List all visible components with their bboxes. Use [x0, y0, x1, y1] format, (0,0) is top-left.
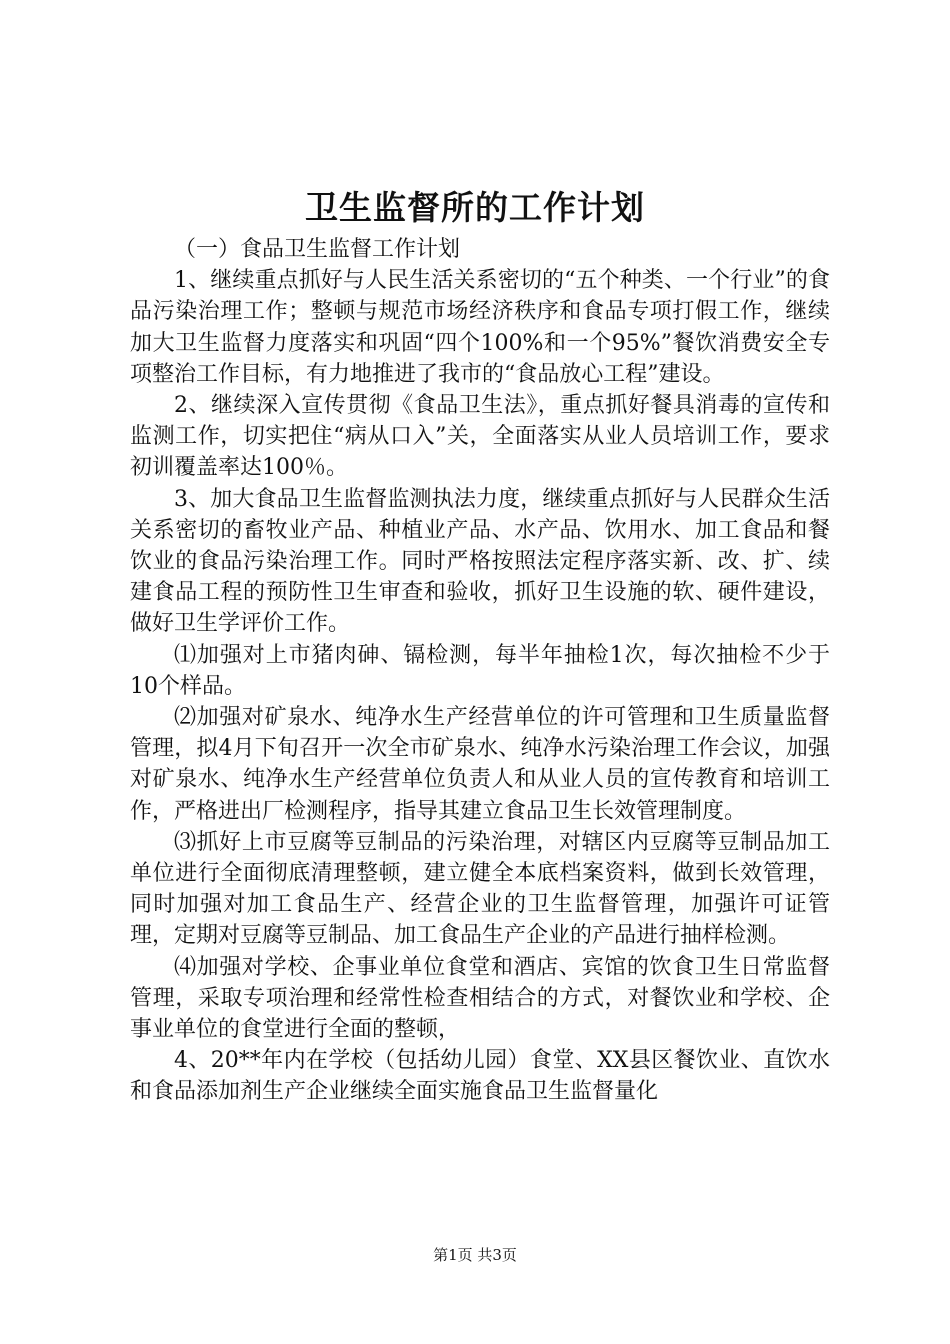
paragraph: ⑶抓好上市豆腐等豆制品的污染治理，对辖区内豆腐等豆制品加工单位进行全面彻底清理整顿，建立健全本底档案资料，做到长效管理，同时加强对加工食品生产、经营企业的卫生监督管理，加强许可证管理，定期对豆腐等豆制品、加工食品生产企业的产品进行抽样检测。 [130, 829, 830, 949]
paragraph: 3、加大食品卫生监督监测执法力度，继续重点抓好与人民群众生活关系密切的畜牧业产品、种植业产品、水产品、饮用水、加工食品和餐饮业的食品污染治理工作。同时严格按照法定程序落实新、改、扩、续建食品工程的预防性卫生审查和验收，抓好卫生设施的软、硬件建设，做好卫生学评价工作。 [130, 486, 830, 637]
paragraph: 1、继续重点抓好与人民生活关系密切的“五个种类、一个行业”的食品污染治理工作；整顿与规范市场经济秩序和食品专项打假工作，继续加大卫生监督力度落实和巩固“四个100%和一个95%”餐饮消费安全专项整治工作目标，有力地推进了我市的“食品放心工程”建设。 [130, 268, 830, 387]
paragraph: 2、继续深入宣传贯彻《食品卫生法》，重点抓好餐具消毒的宣传和监测工作，切实把住“病从口入”关，全面落实从业人员培训工作，要求初训覆盖率达100％。 [130, 393, 830, 481]
paragraph: ⑵加强对矿泉水、纯净水生产经营单位的许可管理和卫生质量监督管理，拟4月下旬召开一次全市矿泉水、纯净水污染治理工作会议，加强对矿泉水、纯净水生产经营单位负责人和从业人员的宣传教育和培训工作，严格进出厂检测程序，指导其建立食品卫生长效管理制度。 [130, 705, 830, 824]
page-number-footer: 第1页 共3页 [433, 1246, 517, 1264]
document-body [130, 234, 830, 1108]
paragraph: 4、20**年内在学校（包括幼儿园）食堂、XX县区餐饮业、直饮水和食品添加剂生产企业继续全面实施食品卫生监督量化 [130, 1048, 830, 1105]
paragraph: ⑴加强对上市猪肉砷、镉检测，每半年抽检1次，每次抽检不少于10个样品。 [130, 642, 830, 699]
document-title: 卫生监督所的工作计划 [305, 188, 645, 227]
section-heading: （一）食品卫生监督工作计划 [174, 237, 461, 262]
paragraph: ⑷加强对学校、企事业单位食堂和酒店、宾馆的饮食卫生日常监督管理，采取专项治理和经常性检查相结合的方式，对餐饮业和学校、企事业单位的食堂进行全面的整顿， [130, 954, 830, 1043]
